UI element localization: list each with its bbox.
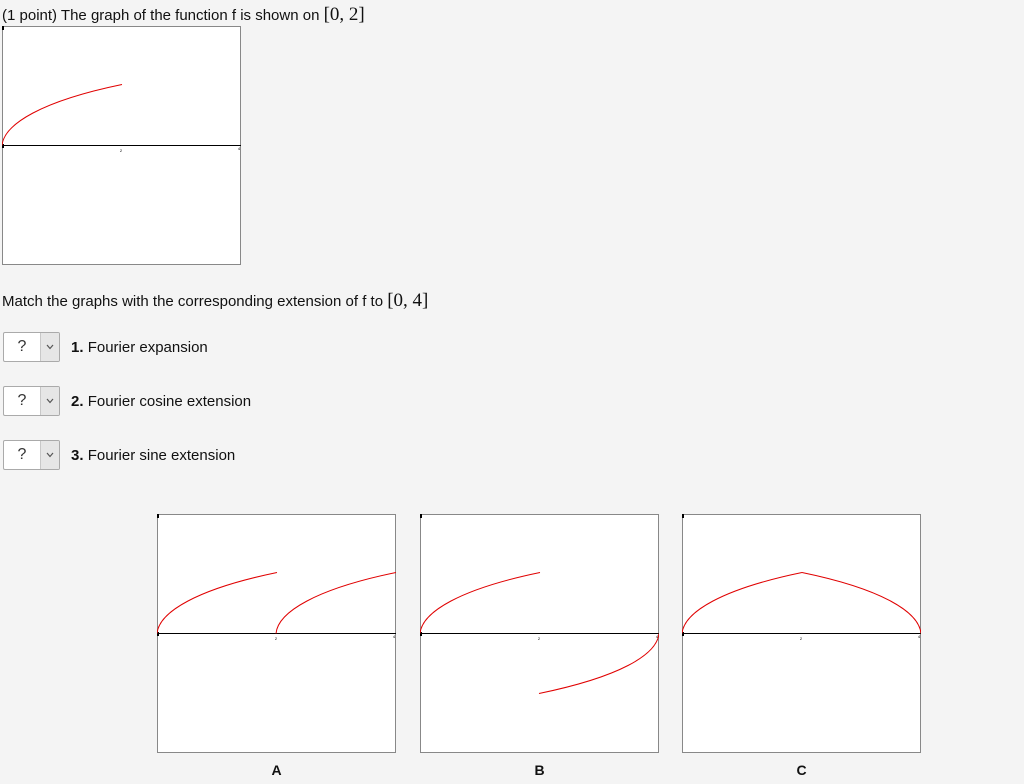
question-number: 2. [71, 392, 84, 410]
option-graph-a [157, 514, 396, 753]
corner-mark [682, 514, 684, 518]
question-number: 1. [71, 338, 84, 356]
chevron-down-icon[interactable] [40, 387, 59, 415]
select-value: ? [17, 338, 27, 355]
instruction [2, 290, 428, 312]
question-label [71, 447, 235, 464]
question-label [71, 339, 208, 356]
chevron-down-icon[interactable] [40, 441, 59, 469]
question-label [71, 393, 251, 410]
answer-select-2[interactable] [3, 386, 60, 416]
instruction-text: Match the graphs with the corresponding extension of f to [2, 293, 388, 310]
tick-label: 2 [799, 636, 803, 641]
problem-statement [2, 4, 365, 26]
tick-label: 4 [655, 634, 659, 639]
answer-select-1[interactable] [3, 332, 60, 362]
chevron-down-icon[interactable] [40, 333, 59, 361]
corner-mark [157, 514, 159, 518]
tick-label: 4 [392, 634, 396, 639]
interval-math: [0, 4] [387, 290, 429, 311]
tick-label: 2 [119, 148, 123, 153]
answer-select-3[interactable] [3, 440, 60, 470]
corner-mark [2, 26, 4, 30]
function-graph [2, 26, 241, 265]
tick-label: 4 [237, 146, 241, 151]
option-graph-c [682, 514, 921, 753]
select-value: ? [17, 392, 27, 409]
select-value: ? [17, 446, 27, 463]
option-label-c: C [796, 762, 807, 778]
question-row-3 [3, 439, 235, 471]
tick-label: 4 [917, 634, 921, 639]
question-text: Fourier cosine extension [87, 392, 252, 410]
question-text: Fourier sine extension [87, 446, 236, 464]
question-number: 3. [71, 446, 84, 464]
problem-text: (1 point) The graph of the function f is shown on [2, 7, 324, 24]
interval-math: [0, 2] [323, 4, 365, 25]
question-row-1 [3, 331, 208, 363]
tick-label: 2 [274, 636, 278, 641]
tick-label: 2 [537, 636, 541, 641]
option-label-b: B [534, 762, 545, 778]
question-text: Fourier expansion [87, 338, 208, 356]
option-label-a: A [271, 762, 282, 778]
question-row-2 [3, 385, 251, 417]
corner-mark [420, 514, 422, 518]
option-graph-b [420, 514, 659, 753]
